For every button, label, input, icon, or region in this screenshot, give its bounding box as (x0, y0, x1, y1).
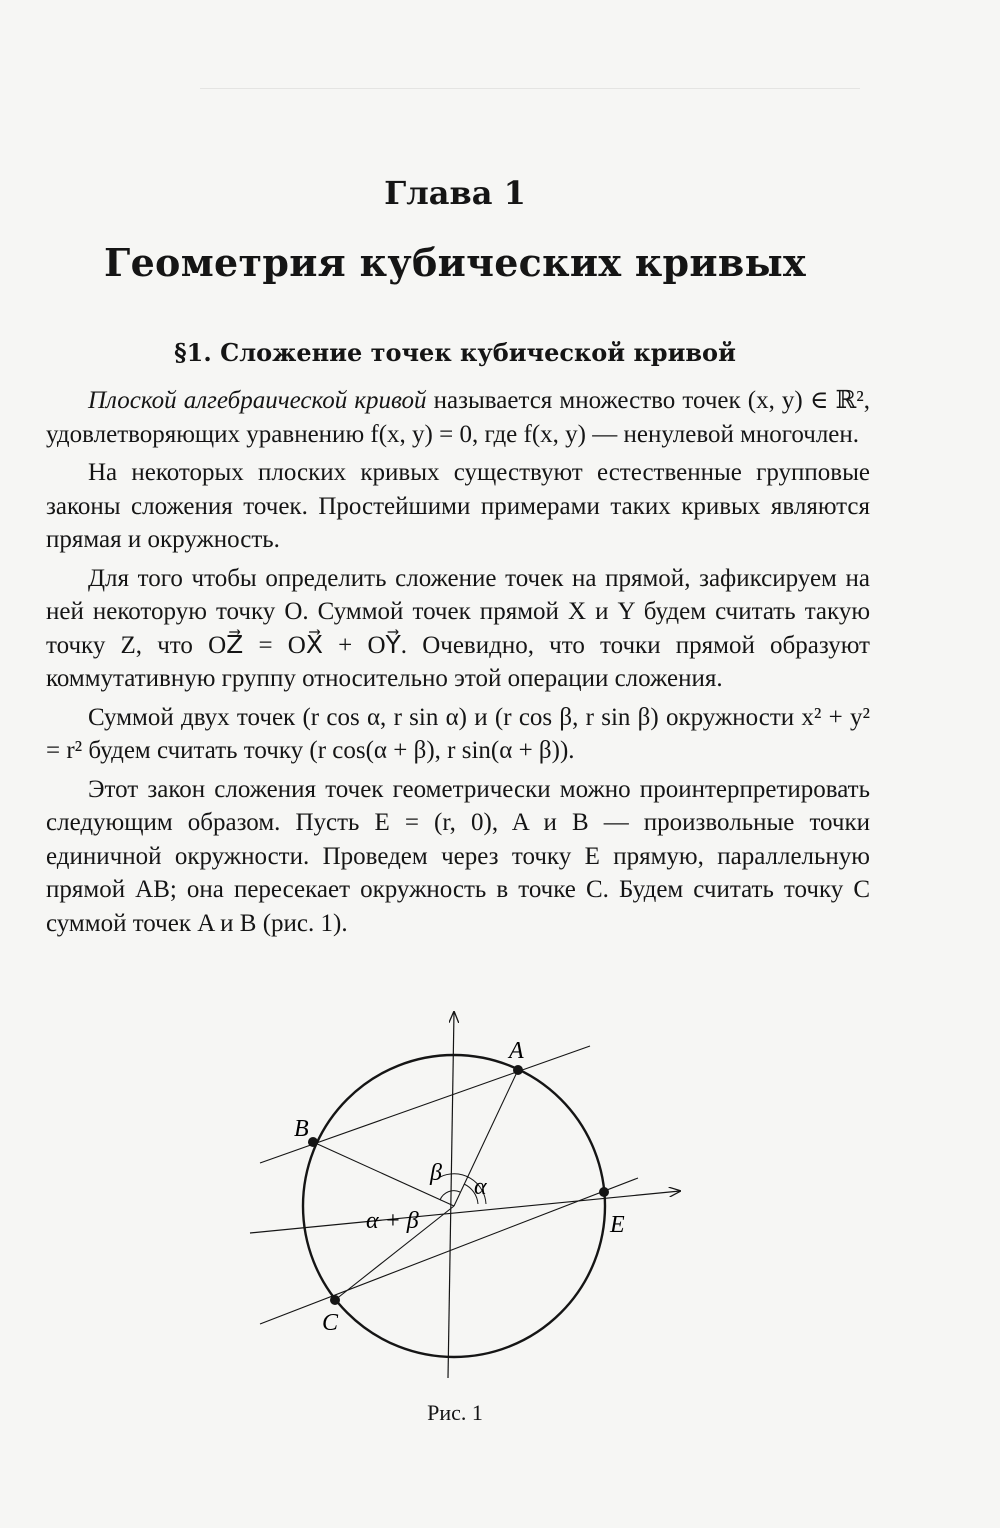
paragraph-geometric-interpretation: Этот закон сложения точек геометрически можно проинтерпретировать следующим образом. Пусть E = (r, 0), A и B — произвольные точки единичной окружности. Проведем через точку E прямую, параллельную прямой AB; она пересекает окружность в точке C. Будем считать точку C суммой точек A и B (рис. 1). (46, 775, 870, 937)
body-text (46, 384, 870, 940)
definition-rest: называется множество точек (x, y) ∈ ℝ², удовлетворяющих уравнению f(x, y) = 0, где f(x, y) — ненулевой многочлен. (46, 387, 870, 448)
point-a (513, 1065, 523, 1075)
chapter-title: Геометрия кубических кривых (104, 240, 806, 285)
paragraph-group-laws: На некоторых плоских кривых существуют естественные групповые законы сложения точек. Простейшими примерами таких кривых являются прямая и окружность. (46, 459, 870, 553)
chapter-number: Глава 1 (384, 174, 526, 212)
label-beta: β (430, 1160, 442, 1186)
label-alpha-plus-beta: α + β (366, 1208, 419, 1234)
paragraph-definition (46, 384, 870, 451)
point-c (330, 1295, 340, 1305)
label-a: A (509, 1038, 524, 1064)
y-axis (448, 1012, 454, 1378)
definition-term: Плоской алгебраической кривой (88, 387, 427, 414)
point-e (599, 1187, 609, 1197)
header-rule (200, 88, 860, 89)
point-b (308, 1137, 318, 1147)
label-e: E (610, 1212, 625, 1238)
section-title: §1. Сложение точек кубической кривой (174, 338, 736, 367)
figure-caption: Рис. 1 (427, 1400, 483, 1425)
paragraph-circle-addition: Суммой двух точек (r cos α, r sin α) и (r cos β, r sin β) окружности x² + y² = r² будем считать точку (r cos(α + β), r sin(α + β)). (46, 703, 870, 764)
label-c: C (322, 1310, 339, 1336)
figure-circle-addition (230, 998, 700, 1388)
paragraph-line-addition: Для того чтобы определить сложение точек на прямой, зафиксируем на ней некоторую точку O. Суммой точек прямой X и Y будем считать такую точку Z, что OZ⃗ = OX⃗ + OY⃗. Очевидно, что точки прямой образуют коммутативную группу относительно этой операции сложения. (46, 564, 870, 692)
label-b: B (294, 1116, 309, 1142)
label-alpha: α (474, 1174, 487, 1200)
